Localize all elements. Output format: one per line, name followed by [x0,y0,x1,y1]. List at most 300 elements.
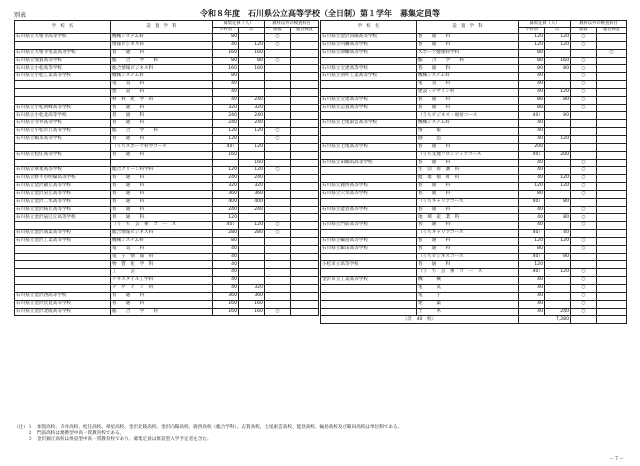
table-row [15,49,319,57]
dept-cell: 総 合 学 科 [111,57,213,65]
total-cell: 120 [545,34,571,42]
aptitude-cell [291,57,319,65]
quota-cell: 40 [213,41,239,49]
aptitude-cell [597,143,627,151]
enrollment-table-right [320,20,627,324]
interview-cell [265,253,291,261]
school-cell [321,57,417,65]
quota-cell: 40 [519,206,545,214]
interview-cell [571,253,597,261]
interview-cell: ○ [571,190,597,198]
dept-cell: 電 気 科 [111,81,213,89]
aptitude-cell [291,253,319,261]
interview-cell: ○ [265,34,291,42]
total-cell [239,269,265,277]
dept-cell: 土 木 [417,308,519,316]
school-cell: 石川県立鹿西高等学校 [321,183,417,191]
table-row [321,245,627,253]
table-row [15,112,319,120]
total-cell: 160 [239,49,265,57]
quota-cell: 360 [213,292,239,300]
interview-cell [265,269,291,277]
school-cell [321,253,417,261]
total-cell [239,237,265,245]
header-exam-aptitude: 適性検査 [597,27,627,34]
total-cell: 240 [239,120,265,128]
quota-cell: 40 [213,245,239,253]
table-row [15,277,319,285]
aptitude-cell [597,41,627,49]
table-row [321,190,627,198]
interview-cell: ○ [571,237,597,245]
quota-cell: 40 [213,253,239,261]
interview-cell [265,277,291,285]
quota-cell: 320 [213,104,239,112]
interview-cell [265,292,291,300]
dept-cell: 電 気 [417,285,519,293]
table-row [15,190,319,198]
interview-cell [265,143,291,151]
aptitude-cell [291,245,319,253]
aptitude-cell [597,261,627,269]
dept-cell: （うちキャリアコース [417,230,519,238]
dept-cell: 機械システム科 [111,34,213,42]
table-row [321,34,627,42]
total-cell [239,277,265,285]
school-cell: 石川県立金沢北陵高等学校 [15,308,111,316]
dept-cell: 普 通 科 [111,183,213,191]
header-quota-dept: 学科別 [519,27,545,34]
quota-cell: 40 [519,81,545,89]
dept-cell: （うち文理フロンティアコース [417,151,519,159]
dept-cell [111,159,213,167]
aptitude-cell [597,159,627,167]
quota-cell: 120 [213,128,239,136]
quota-cell: 320 [213,183,239,191]
quota-cell: 80 [519,65,545,73]
total-cell [545,159,571,167]
table-row [321,65,627,73]
aptitude-cell [291,151,319,159]
school-cell [321,112,417,120]
right-table-body [321,34,627,316]
total-cell: 400 [239,198,265,206]
table-row [321,104,627,112]
total-cell [545,261,571,269]
quota-cell: 40） [519,151,545,159]
aptitude-cell [597,198,627,206]
interview-cell [571,120,597,128]
total-cell: 240 [239,96,265,104]
school-cell [321,175,417,183]
quota-cell: 40 [213,88,239,96]
header-exam-aptitude: 適性検査 [291,27,319,34]
interview-cell: ○ [571,65,597,73]
table-row [321,261,627,269]
school-cell [321,88,417,96]
school-cell [321,230,417,238]
total-cell: 320 [239,183,265,191]
school-cell: 石川県立小松工業高等学校 [15,73,111,81]
dept-cell: （うちビジネス・福祉コース [417,112,519,120]
aptitude-cell [291,167,319,175]
quota-cell: 40 [519,167,545,175]
dept-cell: 普 通 科 [111,190,213,198]
aptitude-cell [291,65,319,73]
table-row [15,230,319,238]
interview-cell: ○ [571,183,597,191]
interview-cell [265,88,291,96]
total-cell: 120 [545,88,571,96]
total-cell: 360 [239,292,265,300]
dept-cell: 総合情報ビジネス科 [111,65,213,73]
quota-cell: 120 [519,34,545,42]
table-row [15,104,319,112]
total-cell [545,222,571,230]
aptitude-cell [291,198,319,206]
table-row [321,206,627,214]
school-cell [321,135,417,143]
school-cell: 石川県立志賀高等学校 [321,104,417,112]
quota-cell: 80 [213,34,239,42]
total-cell: 80 [545,198,571,206]
table-row [321,222,627,230]
total-cell [545,81,571,89]
aptitude-cell [597,151,627,159]
quota-cell: 40 [519,214,545,222]
interview-cell: ○ [571,81,597,89]
quota-cell: 120 [519,261,545,269]
table-row [15,88,319,96]
dept-cell: 電 子 [417,292,519,300]
total-cell [545,206,571,214]
header-school: 学 校 名 [15,21,111,34]
interview-cell [265,120,291,128]
school-cell: 小松市立高等学校 [321,261,417,269]
interview-cell: ○ [571,285,597,293]
quota-cell: 120 [519,183,545,191]
aptitude-cell [597,277,627,285]
quota-cell: 40 [213,81,239,89]
header-school: 学 校 名 [321,21,417,34]
aptitude-cell [597,104,627,112]
total-cell [545,128,571,136]
table-row [321,143,627,151]
dept-cell: 普 通 科 [417,41,519,49]
table-row [15,159,319,167]
interview-cell [265,237,291,245]
total-cell: 240 [239,206,265,214]
dept-cell: （う ち 芸 術 コ ー ス [417,269,519,277]
aptitude-cell [597,300,627,308]
interview-cell [265,96,291,104]
interview-cell: ○ [571,88,597,96]
quota-cell: 120 [213,214,239,222]
quota-cell: 280 [213,230,239,238]
total-cell: 80 [545,65,571,73]
dept-cell: 普 通 科 [111,49,213,57]
table-row [15,34,319,42]
interview-cell: ○ [571,269,597,277]
aptitude-cell [291,230,319,238]
aptitude-cell [597,230,627,238]
quota-cell: 40 [519,292,545,300]
dept-cell: 普 通 科 [417,65,519,73]
aptitude-cell [291,222,319,230]
table-row [15,308,319,316]
interview-cell: ○ [265,230,291,238]
interview-cell [571,143,597,151]
interview-cell [265,81,291,89]
total-cell [545,190,571,198]
quota-cell: 40 [519,128,545,136]
dept-cell: 創 造 [417,135,519,143]
school-cell: 石川県立穴水高等学校 [321,190,417,198]
dept-cell: 電 気 科 [111,245,213,253]
dept-cell: 普 通 科 [111,135,213,143]
dept-cell: 電 気 科 [417,81,519,89]
table-row [321,128,627,136]
total-cell [239,81,265,89]
table-row [321,112,627,120]
interview-cell [265,206,291,214]
aptitude-cell [597,73,627,81]
total-cell [545,143,571,151]
total-cell: 120 [239,167,265,175]
aptitude-cell [597,112,627,120]
quota-cell: 80 [519,245,545,253]
school-cell: 石川県立輪島高等学校 [321,237,417,245]
interview-cell: ○ [265,41,291,49]
total-cell [239,245,265,253]
header-quota: 募集定員（人） [213,21,265,28]
interview-cell [265,73,291,81]
school-cell: 石川県立金沢辰巳丘高等学校 [15,214,111,222]
aptitude-cell [597,183,627,191]
total-cell [545,245,571,253]
dept-cell: 機械システム科 [111,237,213,245]
header-quota-dept: 学科別 [213,27,239,34]
dept-cell: 普 通 科 [417,190,519,198]
page-title: 令和８年度 石川県公立高等学校（全日制）第１学年 募集定員等 [200,9,440,18]
school-cell [15,143,111,151]
school-cell: 石川県立金沢泉丘高等学校 [15,190,111,198]
quota-cell: 40） [213,143,239,151]
dept-cell: 健 康 福 祉 科 [417,175,519,183]
dept-cell: 工 芸 [111,269,213,277]
school-cell [321,214,417,222]
school-cell: 石川県立翠星高等学校 [15,167,111,175]
aptitude-cell [291,49,319,57]
interview-cell: ○ [265,135,291,143]
interview-cell: ○ [571,292,597,300]
dept-cell: 材 料 化 学 科 [111,96,213,104]
total-cell: 320 [239,285,265,293]
dept-cell: 普 通 科 [417,96,519,104]
table-row [321,253,627,261]
quota-cell: 80 [213,73,239,81]
school-cell [15,269,111,277]
dept-cell: 総 合 学 科 [417,57,519,65]
total-cell: 80 [545,96,571,104]
quota-cell: 40 [519,175,545,183]
total-empty-cell [597,316,627,324]
interview-cell: ○ [571,41,597,49]
aptitude-cell [597,65,627,73]
total-cell [545,300,571,308]
aptitude-cell: ○ [597,49,627,57]
table-row [15,65,319,73]
dept-cell: 普 通 科 [111,198,213,206]
table-row [321,57,627,65]
enrollment-table-left [14,20,319,316]
dept-cell: 建 設 科 [111,88,213,96]
footnote: ３ 金沢錦丘高校は併設型中高一貫教育校であり、募集定員は併設型入学予定者を含む。 [14,437,212,443]
school-cell: 石川県立宝達高等学校 [321,65,417,73]
quota-cell: 80 [519,57,545,65]
total-cell: 120 [239,222,265,230]
school-cell: 石川県立大聖寺高等学校 [15,34,111,42]
aptitude-cell [291,34,319,42]
table-row [321,198,627,206]
table-row [15,269,319,277]
table-row [321,237,627,245]
table-row [15,300,319,308]
dept-cell: （うちビジネスコース [417,253,519,261]
aptitude-cell [291,277,319,285]
table-row [321,292,627,300]
interview-cell [265,159,291,167]
interview-cell [571,230,597,238]
left-table-body [15,34,319,316]
quota-cell: 40 [519,285,545,293]
interview-cell [265,112,291,120]
quota-cell: 40 [213,96,239,104]
quota-cell: 160 [213,308,239,316]
school-cell: 石川県立金沢商業高等学校 [15,230,111,238]
aptitude-cell [597,206,627,214]
total-row [321,316,627,324]
total-cell [545,292,571,300]
aptitude-cell [597,96,627,104]
table-row [15,292,319,300]
aptitude-cell [291,300,319,308]
aptitude-cell [291,183,319,191]
quota-cell: 240 [213,112,239,120]
interview-cell [571,112,597,120]
dept-cell: 普 通 科 [417,222,519,230]
interview-cell: ○ [571,175,597,183]
school-cell: 石川県立飯田高等学校 [321,245,417,253]
aptitude-cell [597,285,627,293]
table-row [321,41,627,49]
header-dept: 設 置 学 科 [111,21,213,34]
total-cell: 80 [239,57,265,65]
school-cell: 石川県立七尾東雲高等学校 [321,120,417,128]
table-row [15,143,319,151]
quota-cell: 160 [213,300,239,308]
total-cell [545,120,571,128]
aptitude-cell [597,308,627,316]
dept-cell: テキスタイル工学科 [111,277,213,285]
interview-cell: ○ [265,308,291,316]
school-cell: 石川県立野々市明倫高等学校 [15,175,111,183]
table-row [321,151,627,159]
quota-cell: 80 [519,96,545,104]
interview-cell: ○ [571,214,597,222]
header-exam-interview: 面接 [571,27,597,34]
quota-cell: 160 [213,151,239,159]
aptitude-cell [291,214,319,222]
table-row [321,159,627,167]
total-cell: 120 [545,41,571,49]
aptitude-cell [597,237,627,245]
school-cell: 石川県立金沢二水高等学校 [15,198,111,206]
quota-cell [213,159,239,167]
school-cell [15,277,111,285]
aptitude-cell [597,175,627,183]
aptitude-cell [597,167,627,175]
dept-cell: 普 通 科 [111,214,213,222]
school-cell: 石川県立金沢向陽高等学校 [321,34,417,42]
dept-cell: デ ザ イ ン 科 [111,285,213,293]
table-row [321,73,627,81]
dept-cell: 普 通 科 [111,292,213,300]
dept-cell: 普 通 科 [111,112,213,120]
interview-cell [265,65,291,73]
dept-cell: （うちキャリアコース [417,198,519,206]
school-cell: 石川県立内灘高等学校 [321,41,417,49]
quota-cell: 40） [519,253,545,261]
interview-cell [571,151,597,159]
interview-cell: ○ [571,96,597,104]
quota-cell: 40） [213,222,239,230]
interview-cell: ○ [571,308,597,316]
table-row [15,261,319,269]
interview-cell: ○ [571,73,597,81]
interview-cell: ○ [571,245,597,253]
quota-cell: 360 [213,190,239,198]
quota-cell: 40） [519,230,545,238]
school-cell: 石川県立鶴来高等学校 [15,135,111,143]
total-cell [545,285,571,293]
quota-cell: 80 [519,104,545,112]
aptitude-cell [291,308,319,316]
aptitude-cell [597,253,627,261]
dept-cell: 建 築 [417,300,519,308]
table-row [321,120,627,128]
aptitude-cell [597,292,627,300]
aptitude-cell [291,128,319,136]
interview-cell: ○ [571,34,597,42]
dept-cell: 物 質 化 学 科 [111,261,213,269]
total-cell: 160 [239,308,265,316]
total-cell: 120 [545,183,571,191]
total-cell: 240 [545,308,571,316]
quota-cell: 40 [213,261,239,269]
interview-cell [265,285,291,293]
dept-cell: 総合情報ビジネス科 [111,230,213,238]
school-cell: 石川県立金沢西高等学校 [15,292,111,300]
dept-cell: 普 通 科 [417,183,519,191]
aptitude-cell [291,175,319,183]
school-cell: 石川県立宝達高等学校 [321,96,417,104]
quota-cell: 80 [213,57,239,65]
total-cell: 160 [545,57,571,65]
table-row [321,49,627,57]
aptitude-cell [597,269,627,277]
dept-cell: 情 報 [417,128,519,136]
